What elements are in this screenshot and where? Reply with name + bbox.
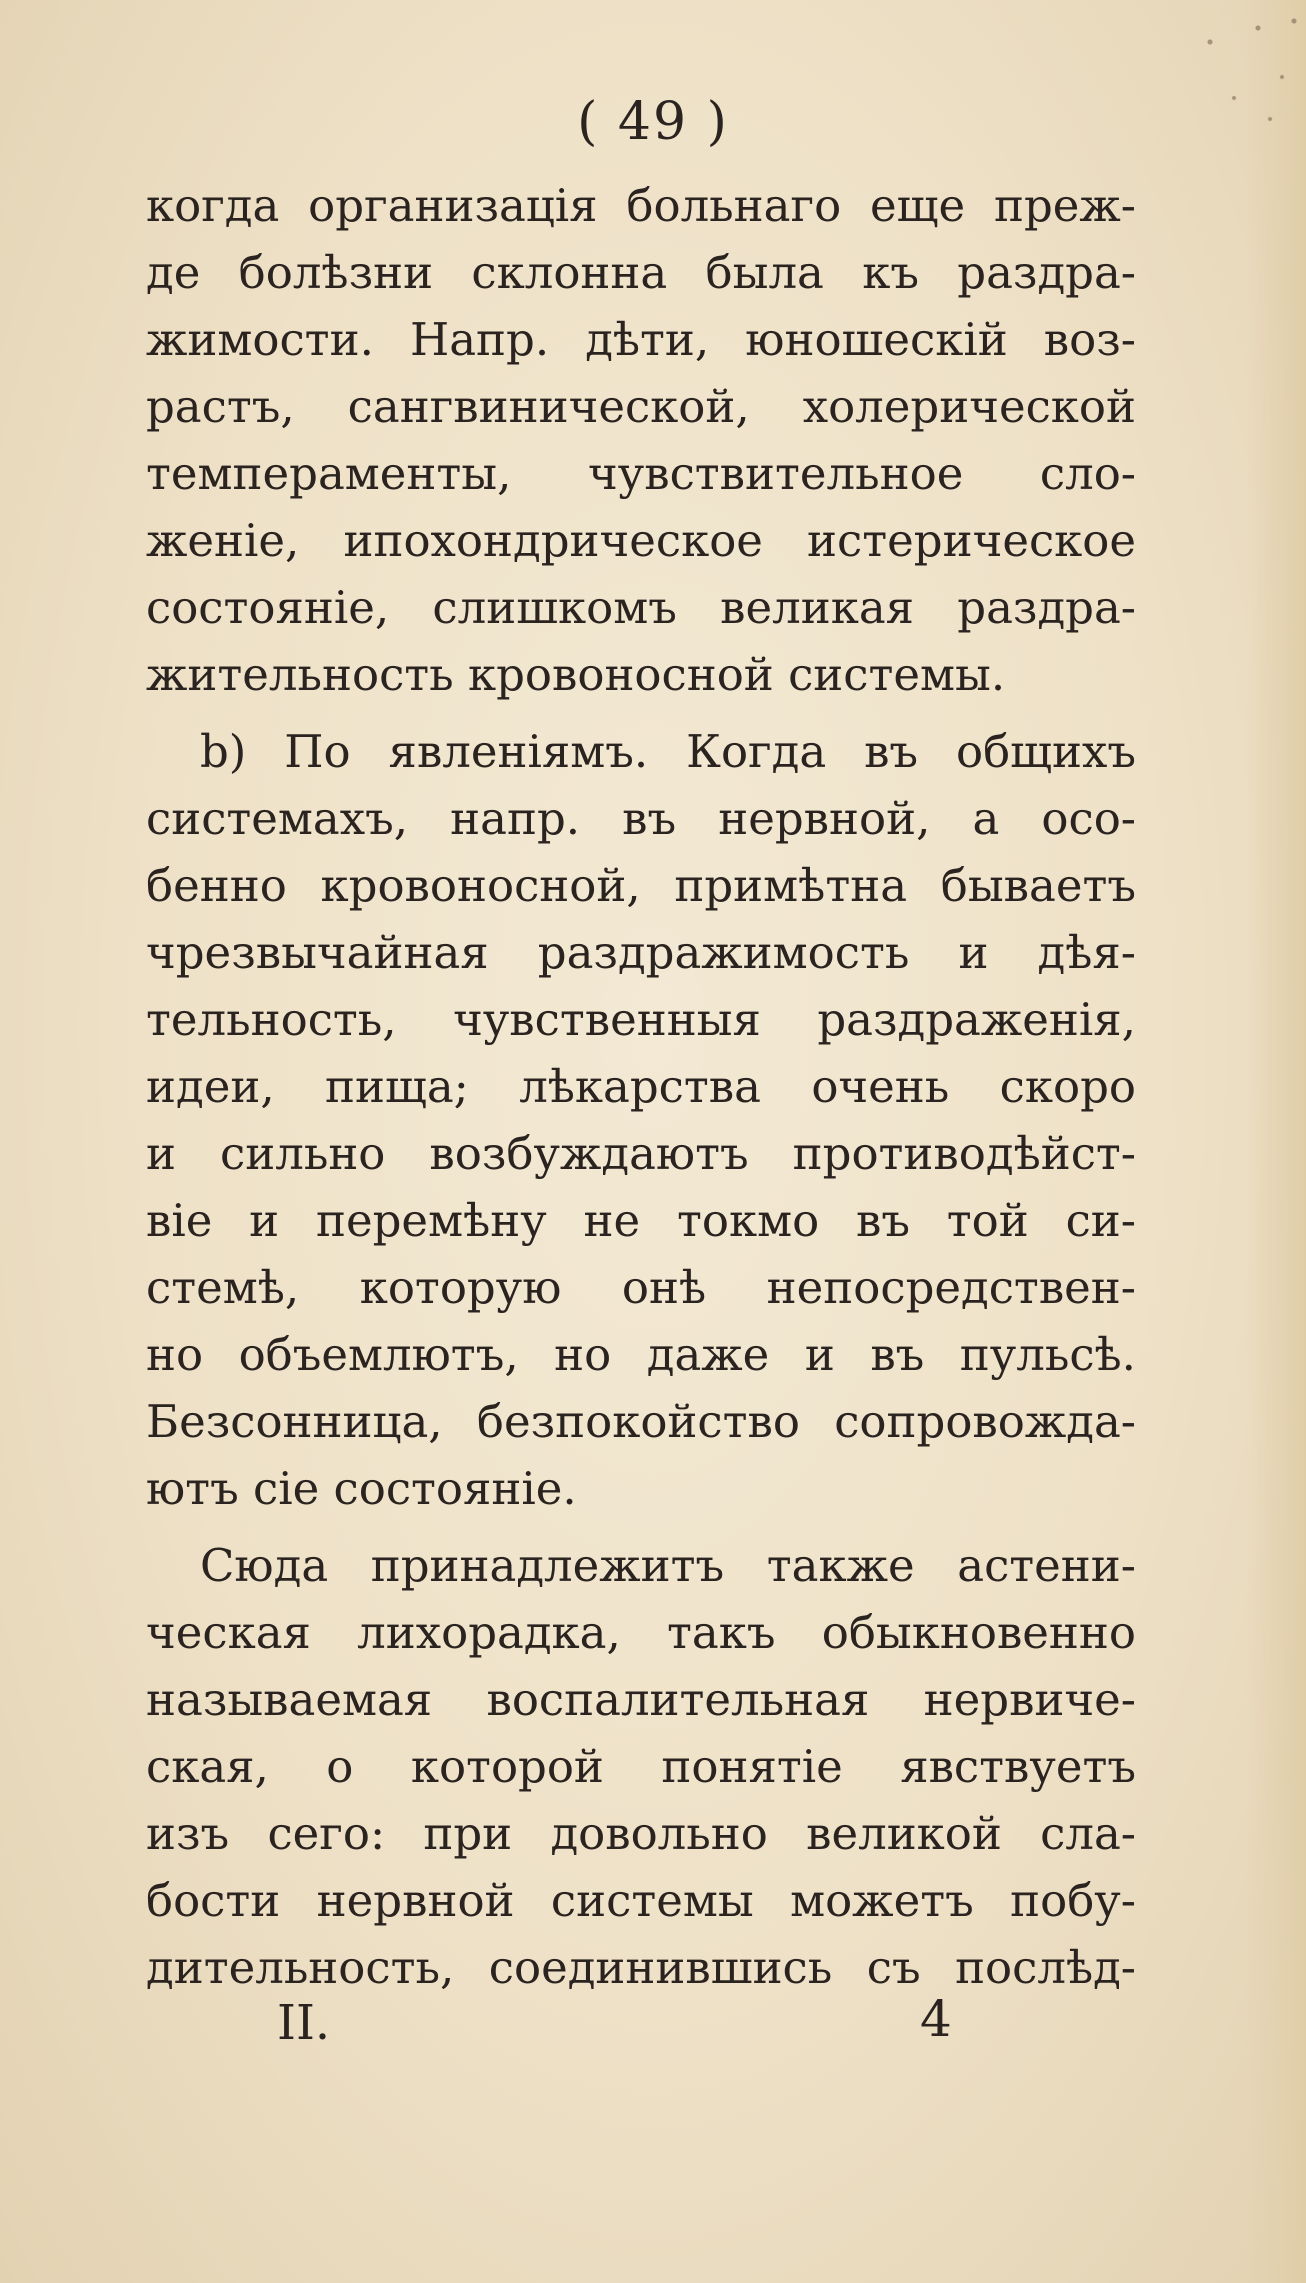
text-line: де болѣзни склонна была къ раздра-: [146, 246, 1136, 299]
text-line: бенно кровоносной, примѣтна бываетъ: [146, 859, 1136, 912]
text-line: системахъ, напр. въ нервной, а осо-: [146, 792, 1136, 845]
text-line: ская, о которой понятіе явствуетъ: [146, 1740, 1136, 1793]
sheet-number: 4: [920, 1990, 952, 2048]
text-line: растъ, сангвинической, холерической: [146, 380, 1136, 433]
text-line: изъ сего: при довольно великой сла-: [146, 1807, 1136, 1860]
text-line: Безсонница, безпокойство сопровожда-: [146, 1395, 1136, 1448]
text-line: темпераменты, чувствительное сло-: [146, 447, 1136, 500]
text-line: Сюда принадлежитъ также астени-: [200, 1539, 1136, 1592]
text-line: жимости. Напр. дѣти, юношескій воз-: [146, 313, 1136, 366]
text-line: и сильно возбуждаютъ противодѣйст-: [146, 1127, 1136, 1180]
page-number: ( 49 ): [577, 92, 729, 152]
text-line: но объемлютъ, но даже и въ пульсѣ.: [146, 1328, 1136, 1381]
text-line: когда организація больнаго еще преж-: [146, 179, 1136, 232]
text-line: b) По явленіямъ. Когда въ общихъ: [200, 725, 1136, 778]
text-line: дительность, соединившись съ послѣд-: [146, 1941, 1136, 1994]
text-line: состояніе, слишкомъ великая раздра-: [146, 581, 1136, 634]
body-text: [146, 172, 1136, 2001]
page-edge-shading: [1246, 0, 1306, 2283]
signature-mark: II.: [277, 1995, 331, 2051]
text-line: віе и перемѣну не токмо въ той си-: [146, 1194, 1136, 1247]
text-line: ческая лихорадка, такъ обыкновенно: [146, 1606, 1136, 1659]
text-line: стемѣ, которую онѣ непосредствен-: [146, 1261, 1136, 1314]
text-line: ютъ сіе состояніе.: [146, 1462, 577, 1515]
text-line: идеи, пища; лѣкарства очень скоро: [146, 1060, 1136, 1113]
text-line: тельность, чувственныя раздраженія,: [146, 993, 1136, 1046]
text-line: женіе, ипохондрическое истерическое: [146, 514, 1136, 567]
text-line: жительность кровоносной системы.: [146, 648, 1006, 701]
text-line: бости нервной системы можетъ побу-: [146, 1874, 1136, 1927]
text-line: называемая воспалительная нервиче-: [146, 1673, 1136, 1726]
text-line: чрезвычайная раздражимость и дѣя-: [146, 926, 1136, 979]
